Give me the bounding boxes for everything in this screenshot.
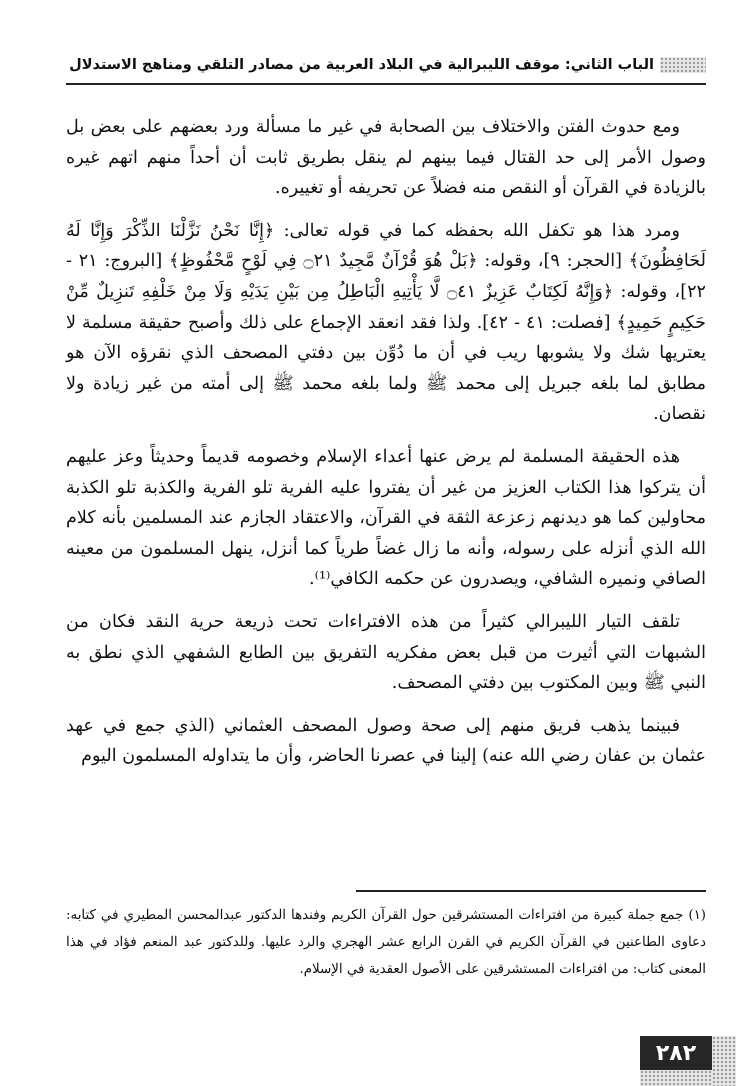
footnote: (١) جمع جملة كبيرة من افتراءات المستشرقين حول القرآن الكريم وفندها الدكتور عبدالمحسن المطيري في كتابه: دعاوى الطاعنين في القرآن الكريم في القرن الرابع عشر الهجري والرد عليها. وللدكتور عبد المنعم فؤاد في هذا المعنى كتاب: من افتراءات المستشرقين على الأصول العقدية في الإسلام.: [66, 908, 706, 977]
footnotes: [66, 902, 706, 983]
paragraph: ومع حدوث الفتن والاختلاف بين الصحابة في غير ما مسألة ورد بعضهم على بعض بل وصول الأمر إلى حد القتال فيما بينهم لم ينقل بطريق ثابت أن أحداً منهم اتهم غيره بالزيادة في القرآن أو النقص منه فضلاً عن تحريفه أو تغييره.: [66, 117, 706, 199]
chapter-title: الباب الثاني: موقف الليبرالية في البلاد العربية من مصادر التلقي ومناهج الاستدلال: [69, 57, 654, 73]
header-ornament: [660, 57, 706, 73]
main-text: [66, 112, 706, 877]
paragraph: ومرد هذا هو تكفل الله بحفظه كما في قوله تعالى: ﴿إِنَّا نَحْنُ نَزَّلْنَا الذِّكْرَ وَإِنَّا لَهُ لَحَافِظُونَ﴾ [الحجر: ٩]، وقوله: ﴿بَلْ هُوَ قُرْآنٌ مَّجِيدٌ ۝٢١ فِي لَوْحٍ مَّحْفُوظٍ﴾ [البروج: ٢١ - ٢٢]، وقوله: ﴿وَإِنَّهُ لَكِتَابٌ عَزِيزٌ ۝٤١ لَّا يَأْتِيهِ الْبَاطِلُ مِن بَيْنِ يَدَيْهِ وَلَا مِنْ خَلْفِهِ تَنزِيلٌ مِّنْ حَكِيمٍ حَمِيدٍ﴾ [فصلت: ٤١ - ٤٢]. ولذا فقد انعقد الإجماع على ذلك وأصبح حقيقة مسلمة لا يعتريها شك ولا يشوبها ريب في أن ما دُوِّن بين دفتي المصحف الذي نقرؤه الآن هو مطابق لما بلغه جبريل إلى محمد ﷺ ولما بلغه محمد ﷺ إلى أمته من غير زيادة ولا نقصان.: [66, 220, 707, 425]
paragraph: تلقف التيار الليبرالي كثيراً من هذه الافتراءات تحت ذريعة حرية النقد فكان من الشبهات التي أثيرت من قبل بعض مفكريه التفريق بين الطابع الشفهي الذي نطق به النبي ﷺ وبين المكتوب بين دفتي المصحف.: [66, 611, 706, 694]
page-number: ٢٨٢: [640, 1036, 712, 1070]
paragraph: فبينما يذهب فريق منهم إلى صحة وصول المصحف العثماني (الذي جمع في عهد عثمان بن عفان رضي الله عنه) إلينا في عصرنا الحاضر، وأن ما يتداوله المسلمون اليوم: [66, 715, 706, 767]
running-header: [66, 54, 706, 76]
header-divider: [66, 83, 706, 85]
page-corner-ornament: [712, 1036, 736, 1086]
paragraph: هذه الحقيقة المسلمة لم يرض عنها أعداء الإسلام وخصومه قديماً وحديثاً وعز عليهم أن يتركوا هذا الكتاب العزيز من غير أن يفتروا عليه الفرية تلو الفرية والكذبة تلو الكذبة محاولين كما هو ديدنهم زعزعة الثقة في القرآن، والاعتقاد الجازم عند المسلمين بأنه كلام الله الذي أنزله على رسوله، وأنه ما زال غضاً طرياً كما أنزل، ينهل المسلمون من معينه الصافي ونميره الشافي، ويصدرون عن حكمه الكافي⁽¹⁾.: [66, 446, 706, 590]
page-number-ornament: [640, 1070, 712, 1086]
footnote-divider: [356, 890, 706, 892]
